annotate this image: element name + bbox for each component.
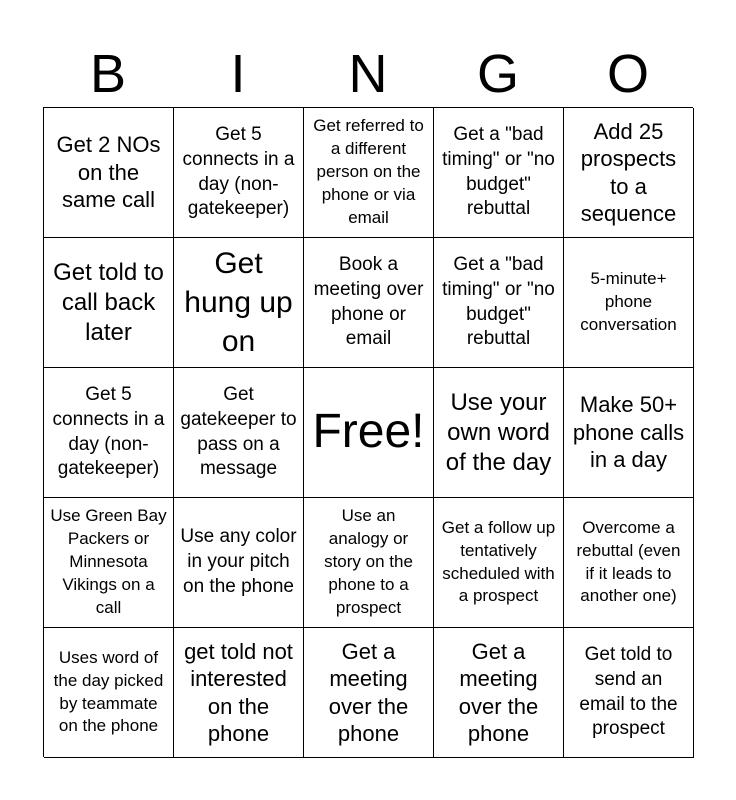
bingo-cell[interactable] <box>564 238 694 368</box>
bingo-cell[interactable] <box>304 498 434 628</box>
bingo-cell[interactable] <box>434 238 564 368</box>
bingo-cell[interactable] <box>44 238 174 368</box>
cell-text: Uses word of the day picked by teammate on the phone <box>53 647 164 736</box>
cell-text: Get hung up on <box>184 247 293 358</box>
header-letter-b: B <box>89 44 127 104</box>
cell-text: Get referred to a different person on the phone or via email <box>313 116 424 227</box>
bingo-cell[interactable] <box>434 498 564 628</box>
cell-text: Get a meeting over the phone <box>458 638 539 746</box>
bingo-cell[interactable] <box>434 368 564 498</box>
bingo-cell[interactable] <box>44 498 174 628</box>
bingo-header <box>43 40 693 108</box>
cell-text: Get gatekeeper to pass on a message <box>180 384 297 480</box>
header-letter-o: O <box>606 44 649 104</box>
free-space-text: Free! <box>312 405 425 459</box>
bingo-grid <box>43 107 693 757</box>
cell-text: Make 50+ phone calls in a day <box>572 392 685 473</box>
header-letter-g: G <box>476 44 519 104</box>
cell-text: get told not interested on the phone <box>184 638 293 746</box>
cell-text: Get told to call back later <box>53 258 164 346</box>
bingo-cell[interactable] <box>174 108 304 238</box>
bingo-cell[interactable] <box>44 368 174 498</box>
bingo-cell[interactable] <box>564 108 694 238</box>
bingo-cell[interactable] <box>434 628 564 758</box>
bingo-cell[interactable] <box>304 108 434 238</box>
bingo-cell[interactable] <box>564 368 694 498</box>
cell-text: Get 2 NOs on the same call <box>56 132 161 213</box>
cell-text: Overcome a rebuttal (even if it leads to another one) <box>576 517 681 606</box>
cell-text: Use any color in your pitch on the phone <box>180 526 297 597</box>
cell-text: Use Green Bay Packers or Minnesota Vikings on a call <box>50 506 167 617</box>
bingo-cell[interactable] <box>564 628 694 758</box>
cell-text: Book a meeting over phone or email <box>313 254 424 350</box>
cell-text: Use an analogy or story on the phone to a prospect <box>324 506 413 617</box>
header-letter-i: I <box>230 44 246 104</box>
bingo-cell[interactable] <box>434 108 564 238</box>
cell-text: Get 5 connects in a day (non-gatekeeper) <box>52 384 165 480</box>
cell-text: Get a follow up tentatively scheduled with a prospect <box>441 517 556 606</box>
cell-text: Get a "bad timing" or "no budget" rebuttal <box>442 254 555 350</box>
cell-text: Get a "bad timing" or "no budget" rebuttal <box>442 124 555 220</box>
bingo-cell[interactable] <box>44 628 174 758</box>
cell-text: 5-minute+ phone conversation <box>580 269 677 334</box>
cell-text: Add 25 prospects to a sequence <box>580 118 677 226</box>
cell-text: Get told to send an email to the prospect <box>579 644 678 740</box>
bingo-cell[interactable] <box>174 498 304 628</box>
bingo-cell[interactable] <box>174 628 304 758</box>
cell-text: Get a meeting over the phone <box>328 638 409 746</box>
bingo-cell[interactable] <box>304 628 434 758</box>
bingo-cell[interactable] <box>304 238 434 368</box>
free-space[interactable] <box>304 368 434 498</box>
bingo-cell[interactable] <box>44 108 174 238</box>
bingo-cell[interactable] <box>174 238 304 368</box>
header-letter-n: N <box>348 44 388 104</box>
cell-text: Get 5 connects in a day (non-gatekeeper) <box>182 124 295 220</box>
cell-text: Use your own word of the day <box>445 388 552 476</box>
bingo-cell[interactable] <box>174 368 304 498</box>
bingo-cell[interactable] <box>564 498 694 628</box>
